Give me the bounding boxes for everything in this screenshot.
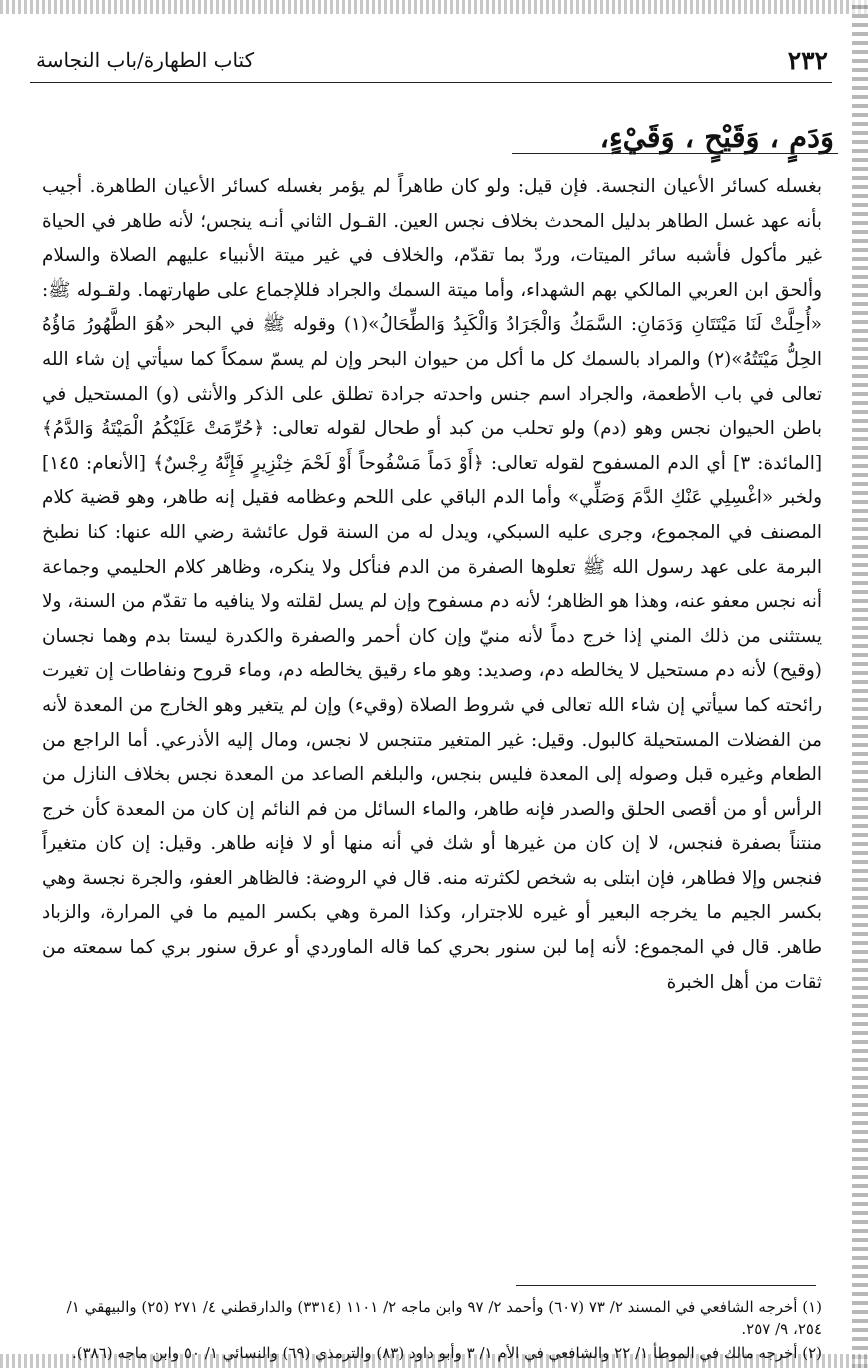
heading-underline [512,153,838,154]
body-paragraph: بغسله كسائر الأعيان النجسة. فإن قيل: ولو كان طاهراً لم يؤمر بغسله كسائر الأعيان الطاهرة. أجيب بأنه عهد غسل الطاهر بدليل المحدث بخلاف نجس العين. القـول الثاني أنـه ينجس؛ لأنه طاهر في الحياة غير مأكول فأشبه سائر الميتات، وردّ بما تقدّم، والخلاف في غير ميتة الأنبياء عليهم الصلاة والسلام وألحق ابن العربي المالكي بهم الشهداء، وأما ميتة السمك والجراد فللإجماع على طهارتهما. ولقـوله ﷺ: «أُحِلَّتْ لَنَا مَيْتَتَانِ وَدَمَانِ: السَّمَكُ وَالْجَرَادُ وَالْكَبِدُ وَالطِّحَالُ»(١) وقوله ﷺ في البحر «هُوَ الطَّهُورُ مَاؤُهُ الحِلُّ مَيْتَتُهُ»(٢) والمراد بالسمك كل ما أكل من حيوان البحر وإن لم يسمّ سمكاً كما سيأتي إن شاء الله تعالى في باب الأطعمة، والجراد اسم جنس واحدته جرادة تطلق على الذكر والأنثى (و) المستحيل في باطن الحيوان نجس وهو (دم) ولو تحلب من كبد أو طحال لقوله تعالى: ﴿حُرِّمَتْ عَلَيْكُمُ الْمَيْتَةُ وَالدَّمُ﴾ [المائدة: ٣] أي الدم المسفوح لقوله تعالى: ﴿أَوْ دَماً مَسْفُوحاً أَوْ لَحْمَ خِنْزِيرٍ فَإِنَّهُ رِجْسٌ﴾ [الأنعام: ١٤٥] ولخبر «اغْسِلِي عَنْكِ الدَّمَ وَصَلِّي» وأما الدم الباقي على اللحم وعظامه فقيل إنه طاهر، وهو قضية كلام المصنف في المجموع، وجرى عليه السبكي، ويدل له من السنة قول عائشة رضي الله عنها: كنا نطبخ البرمة على عهد رسول الله ﷺ تعلوها الصفرة من الدم فنأكل ولا ينكره، وظاهر كلام الحليمي وجماعة أنه نجس معفو عنه، وهذا هو الظاهر؛ لأنه دم مسفوح وإن لم يسل لقلته ولا ينافيه ما تقدّم من السنة، ولا يستثنى من ذلك المني إذا خرج دماً لأنه منيّ وإن كان أحمر والصفرة والكدرة ليستا بدم وهما نجسان (وقيح) لأنه دم مستحيل لا يخالطه دم، وصديد: وهو ماء رقيق يخالطه دم، وماء قروح ونفاطات إن تغيرت رائحته كما سيأتي إن شاء الله تعالى في شروط الصلاة (وقيء) وإن لم يتغير وهو الخارج من المعدة لأنه من الفضلات المستحيلة كالبول. وقيل: غير المتغير متنجس لا نجس، ومال إليه الأذرعي. أما الراجع من الطعام وغيره قبل وصوله إلى المعدة فليس بنجس، والبلغم الصاعد من المعدة نجس بخلاف النازل من الرأس أو من أقصى الحلق والصدر فإنه طاهر، والماء السائل من فم النائم إن كان من المعدة كأن خرج منتناً بصفرة فنجس، لا إن كان من غيرها أو شك في أنه منها أو لا فإنه طاهر. وقيل: إن كان متغيراً فنجس وإلا فطاهر، فإن ابتلى به شخص لكثرته منه. قال في الروضة: فالظاهر العفو، والجرة نجسة وهي بكسر الجيم ما يخرجه البعير أو غيره للاجترار، وكذا المرة وهي بكسر الميم ما في المرارة، والزباد طاهر. قال في المجموع: لأنه إما لبن سنور بحري كما قاله الماوردي أو عرق سنور بري كما سمعته من ثقات من أهل الخبرة [42,176,822,993]
running-title: كتاب الطهارة/باب النجاسة [36,48,255,72]
section-heading [34,120,834,154]
decorative-side-border [852,0,868,1368]
page-number: ٢٣٢ [787,46,828,75]
footnote-1: (١) أخرجه الشافعي في المسند ٢/ ٧٣ (٦٠٧) وأحمد ٢/ ٩٧ وابن ماجه ٢/ ١١٠١ (٣٣١٤) والدارقطني ٤/ ٢٧١ (٢٥) والبيهقي ١/ ٢٥٤، ٩/ ٢٥٧. [66,1298,822,1338]
decorative-top-border [0,0,868,14]
footnote-2: (٢) أخرجه مالك في الموطأ ١/ ٢٢ والشافعي في الأم ١/ ٣ وأبو داود (٨٣) والترمذي (٦٩) والنسائي ١/ ٥٠ وابن ماجه (٣٨٦). [71,1344,822,1362]
footnote-separator [516,1285,816,1286]
footnotes [42,1296,822,1366]
heading-text: وَدَمٍ ، وَقَيْحٍ ، وَقَيْءٍ، [599,120,834,154]
page-header [30,42,832,83]
main-text [42,170,822,1000]
